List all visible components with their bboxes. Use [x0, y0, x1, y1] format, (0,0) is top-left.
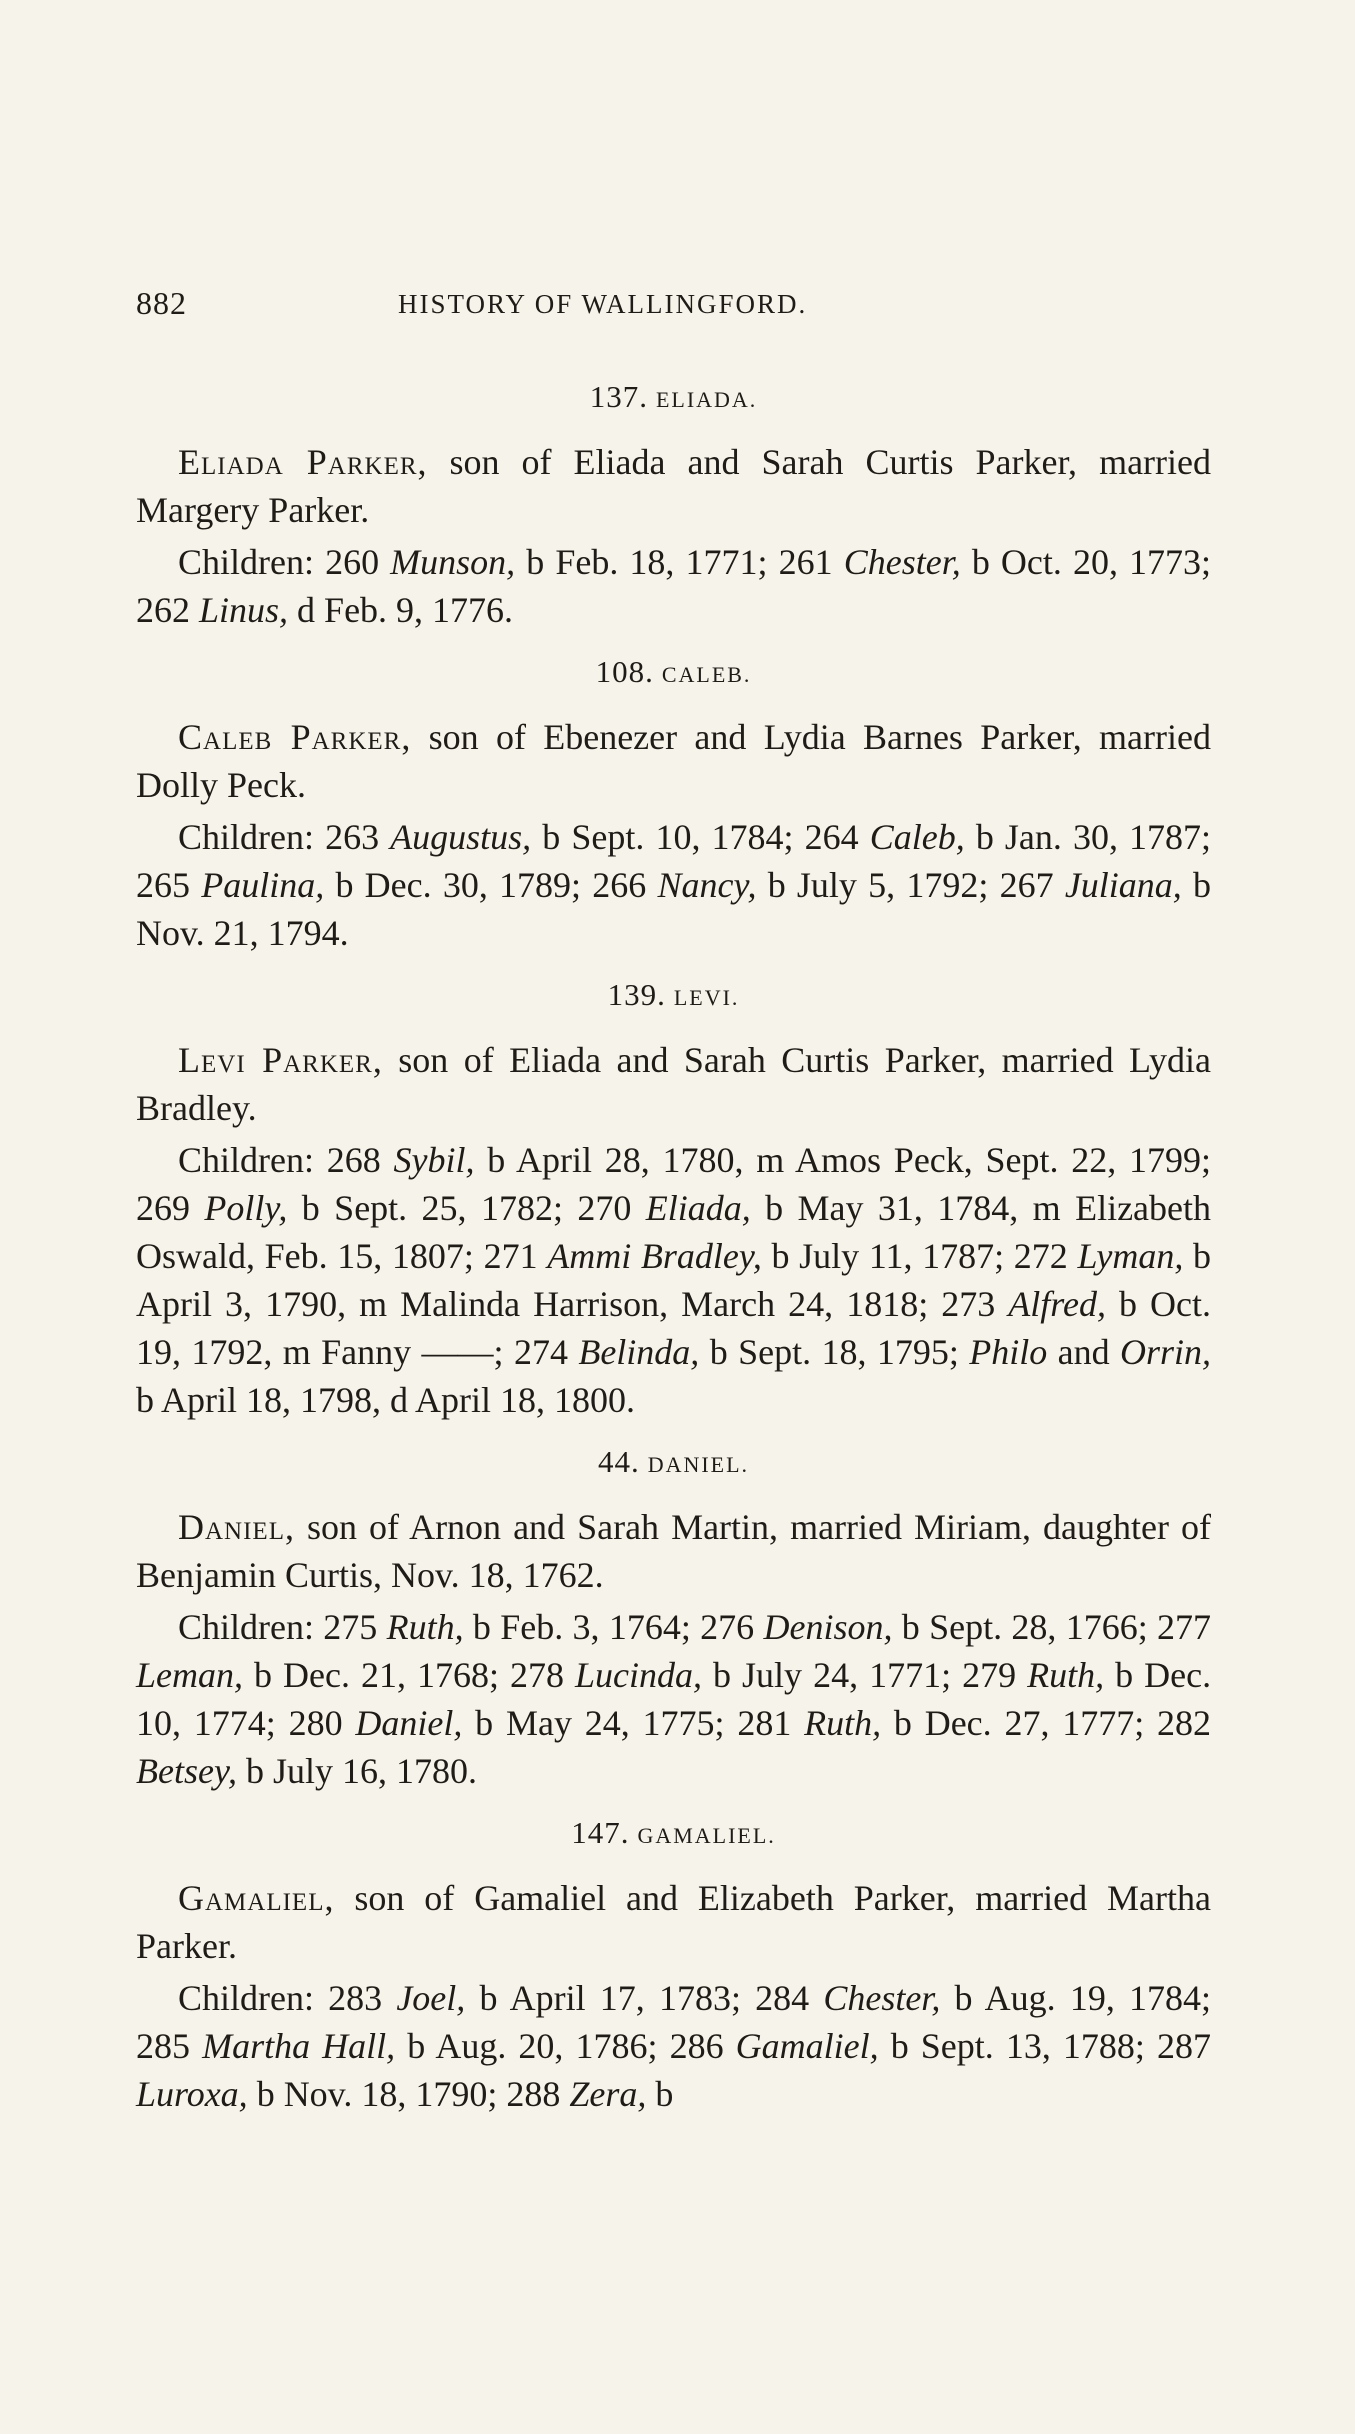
- child-name: Augustus,: [390, 817, 532, 857]
- parent-description: son of Ebenezer and Lydia Barnes Parker, married Dolly Peck.: [136, 717, 1211, 805]
- section-heading: [136, 377, 1211, 420]
- child-name: Philo: [969, 1332, 1048, 1372]
- child-number: 267: [999, 865, 1054, 905]
- section-number: 137.: [589, 379, 648, 414]
- child-number: 286: [669, 2026, 724, 2066]
- child-detail: b Dec. 21, 1768;: [254, 1655, 499, 1695]
- child-number: 260: [325, 542, 380, 582]
- children-paragraph: [136, 813, 1211, 957]
- child-number: 277: [1157, 1607, 1212, 1647]
- child-number: 264: [804, 817, 859, 857]
- child-detail: b: [655, 2074, 674, 2114]
- child-number: 287: [1157, 2026, 1212, 2066]
- child-name: Polly,: [204, 1188, 288, 1228]
- child-detail: b Sept. 18, 1795;: [709, 1332, 959, 1372]
- child-name: Leman,: [136, 1655, 243, 1695]
- child-number: 262: [136, 590, 190, 630]
- child-number: 270: [577, 1188, 632, 1228]
- child-detail: b April 3, 1790, m Malinda Harrison, March 24, 1818;: [136, 1236, 1212, 1324]
- parent-paragraph: [136, 1036, 1211, 1132]
- children-paragraph: [136, 1136, 1211, 1424]
- child-detail: b Aug. 20, 1786;: [407, 2026, 658, 2066]
- children-paragraph: [136, 538, 1211, 634]
- section-number: 44.: [597, 1444, 640, 1479]
- child-name: Gamaliel,: [735, 2026, 879, 2066]
- child-detail: b July 24, 1771;: [713, 1655, 952, 1695]
- child-number: 268: [326, 1140, 381, 1180]
- child-number: 266: [592, 865, 647, 905]
- child-name: Ammi Bradley,: [547, 1236, 762, 1276]
- parent-paragraph: [136, 438, 1211, 534]
- family-entry: [136, 1813, 1211, 2118]
- section-name: GAMALIEL.: [637, 1823, 776, 1848]
- child-name: Joel,: [396, 1978, 466, 2018]
- child-name: Ruth,: [386, 1607, 464, 1647]
- child-number: 281: [737, 1703, 792, 1743]
- child-detail: and: [1057, 1332, 1110, 1372]
- child-detail: b Feb. 3, 1764;: [472, 1607, 691, 1647]
- child-detail: b Feb. 18, 1771;: [526, 542, 768, 582]
- children-label: Children:: [178, 542, 314, 582]
- family-entry: [136, 1442, 1211, 1795]
- child-detail: b April 28, 1780, m Amos Peck, Sept. 22, 1799;: [487, 1140, 1212, 1180]
- book-title: HISTORY OF WALLINGFORD.: [398, 289, 808, 319]
- section-heading: [136, 1813, 1211, 1856]
- parent-name: Caleb Parker,: [178, 717, 412, 757]
- child-name: Lucinda,: [575, 1655, 703, 1695]
- children-label: Children:: [178, 817, 314, 857]
- child-detail: d Feb. 9, 1776.: [297, 590, 514, 630]
- child-number: 269: [136, 1188, 190, 1228]
- book-page: [136, 285, 1211, 2136]
- children-label: Children:: [178, 1140, 314, 1180]
- child-detail: b Dec. 30, 1789;: [335, 865, 582, 905]
- child-detail: b Dec. 27, 1777;: [893, 1703, 1145, 1743]
- child-detail: b Jan. 30, 1787;: [975, 817, 1212, 857]
- child-name: Betsey,: [136, 1751, 237, 1791]
- child-number: 276: [700, 1607, 755, 1647]
- child-number: 288: [506, 2074, 561, 2114]
- child-number: 279: [962, 1655, 1017, 1695]
- child-number: 272: [1013, 1236, 1068, 1276]
- section-name: ELIADA.: [655, 387, 758, 412]
- child-name: Denison,: [763, 1607, 893, 1647]
- child-number: 280: [288, 1703, 343, 1743]
- child-detail: b April 18, 1798, d April 18, 1800.: [136, 1380, 636, 1420]
- child-detail: b July 16, 1780.: [245, 1751, 477, 1791]
- child-number: 284: [755, 1978, 810, 2018]
- running-head: [136, 285, 1211, 325]
- parent-name: Levi Parker,: [178, 1040, 383, 1080]
- child-name: Linus,: [199, 590, 289, 630]
- child-name: Zera,: [569, 2074, 647, 2114]
- child-detail: b Aug. 19, 1784;: [954, 1978, 1212, 2018]
- page-number: 882: [136, 285, 187, 321]
- family-entry: [136, 975, 1211, 1424]
- child-name: Alfred,: [1008, 1284, 1106, 1324]
- child-detail: b July 5, 1792;: [767, 865, 989, 905]
- child-name: Ruth,: [804, 1703, 882, 1743]
- child-name: Martha Hall,: [202, 2026, 396, 2066]
- child-name: Daniel,: [355, 1703, 463, 1743]
- child-number: 274: [513, 1332, 568, 1372]
- child-number: 273: [941, 1284, 996, 1324]
- family-entry: [136, 652, 1211, 957]
- child-name: Nancy,: [657, 865, 757, 905]
- child-detail: b Oct. 20, 1773;: [971, 542, 1212, 582]
- children-label: Children:: [178, 1978, 314, 2018]
- parent-paragraph: [136, 1874, 1211, 1970]
- child-name: Eliada,: [645, 1188, 751, 1228]
- children-paragraph: [136, 1974, 1211, 2118]
- children-paragraph: [136, 1603, 1211, 1795]
- section-heading: [136, 1442, 1211, 1485]
- child-name: Luroxa,: [136, 2074, 248, 2114]
- section-number: 139.: [607, 977, 666, 1012]
- child-detail: b Sept. 28, 1766;: [901, 1607, 1148, 1647]
- parent-description: son of Eliada and Sarah Curtis Parker, married Margery Parker.: [136, 442, 1211, 530]
- child-name: Paulina,: [201, 865, 325, 905]
- child-number: 261: [778, 542, 833, 582]
- child-detail: b Nov. 18, 1790;: [256, 2074, 498, 2114]
- child-detail: b Oct. 19, 1792, m Fanny ——;: [136, 1284, 1212, 1372]
- parent-paragraph: [136, 1503, 1211, 1599]
- child-number: 282: [1157, 1703, 1212, 1743]
- child-detail: b Dec. 10, 1774;: [136, 1655, 1212, 1743]
- child-number: 278: [510, 1655, 564, 1695]
- child-number: 275: [323, 1607, 378, 1647]
- child-detail: b Nov. 21, 1794.: [136, 865, 1212, 953]
- parent-description: son of Gamaliel and Elizabeth Parker, married Martha Parker.: [136, 1878, 1211, 1966]
- section-number: 147.: [571, 1815, 630, 1850]
- child-name: Sybil,: [393, 1140, 475, 1180]
- child-number: 285: [136, 2026, 190, 2066]
- section-name: LEVI.: [673, 985, 740, 1010]
- child-number: 283: [328, 1978, 383, 2018]
- child-name: Caleb,: [869, 817, 965, 857]
- parent-name: Eliada Parker,: [178, 442, 428, 482]
- parent-description: son of Eliada and Sarah Curtis Parker, married Lydia Bradley.: [136, 1040, 1211, 1128]
- child-name: Juliana,: [1064, 865, 1182, 905]
- child-detail: b Sept. 10, 1784;: [542, 817, 794, 857]
- child-name: Lyman,: [1077, 1236, 1184, 1276]
- child-number: 263: [325, 817, 380, 857]
- child-name: Belinda,: [578, 1332, 700, 1372]
- child-name: Munson,: [390, 542, 516, 582]
- child-name: Orrin,: [1120, 1332, 1212, 1372]
- child-number: 271: [483, 1236, 538, 1276]
- child-detail: b May 24, 1775;: [475, 1703, 725, 1743]
- child-name: Ruth,: [1027, 1655, 1105, 1695]
- section-heading: [136, 652, 1211, 695]
- section-number: 108.: [595, 654, 654, 689]
- child-detail: b April 17, 1783;: [479, 1978, 741, 2018]
- child-detail: b Sept. 25, 1782;: [301, 1188, 563, 1228]
- child-detail: b May 31, 1784, m Elizabeth Oswald, Feb. 15, 1807;: [136, 1188, 1212, 1276]
- family-entry: [136, 377, 1211, 634]
- parent-name: Daniel,: [178, 1507, 295, 1547]
- parent-name: Gamaliel,: [178, 1878, 335, 1918]
- section-name: DANIEL.: [647, 1452, 750, 1477]
- genealogy-entries: [136, 377, 1211, 2118]
- parent-description: son of Arnon and Sarah Martin, married Miriam, daughter of Benjamin Curtis, Nov. 18, 1762.: [136, 1507, 1211, 1595]
- child-name: Chester,: [843, 542, 961, 582]
- child-detail: b July 11, 1787;: [771, 1236, 1005, 1276]
- child-name: Chester,: [823, 1978, 941, 2018]
- child-detail: b Sept. 13, 1788;: [890, 2026, 1145, 2066]
- parent-paragraph: [136, 713, 1211, 809]
- section-name: CALEB.: [661, 662, 752, 687]
- section-heading: [136, 975, 1211, 1018]
- child-number: 265: [136, 865, 190, 905]
- children-label: Children:: [178, 1607, 314, 1647]
